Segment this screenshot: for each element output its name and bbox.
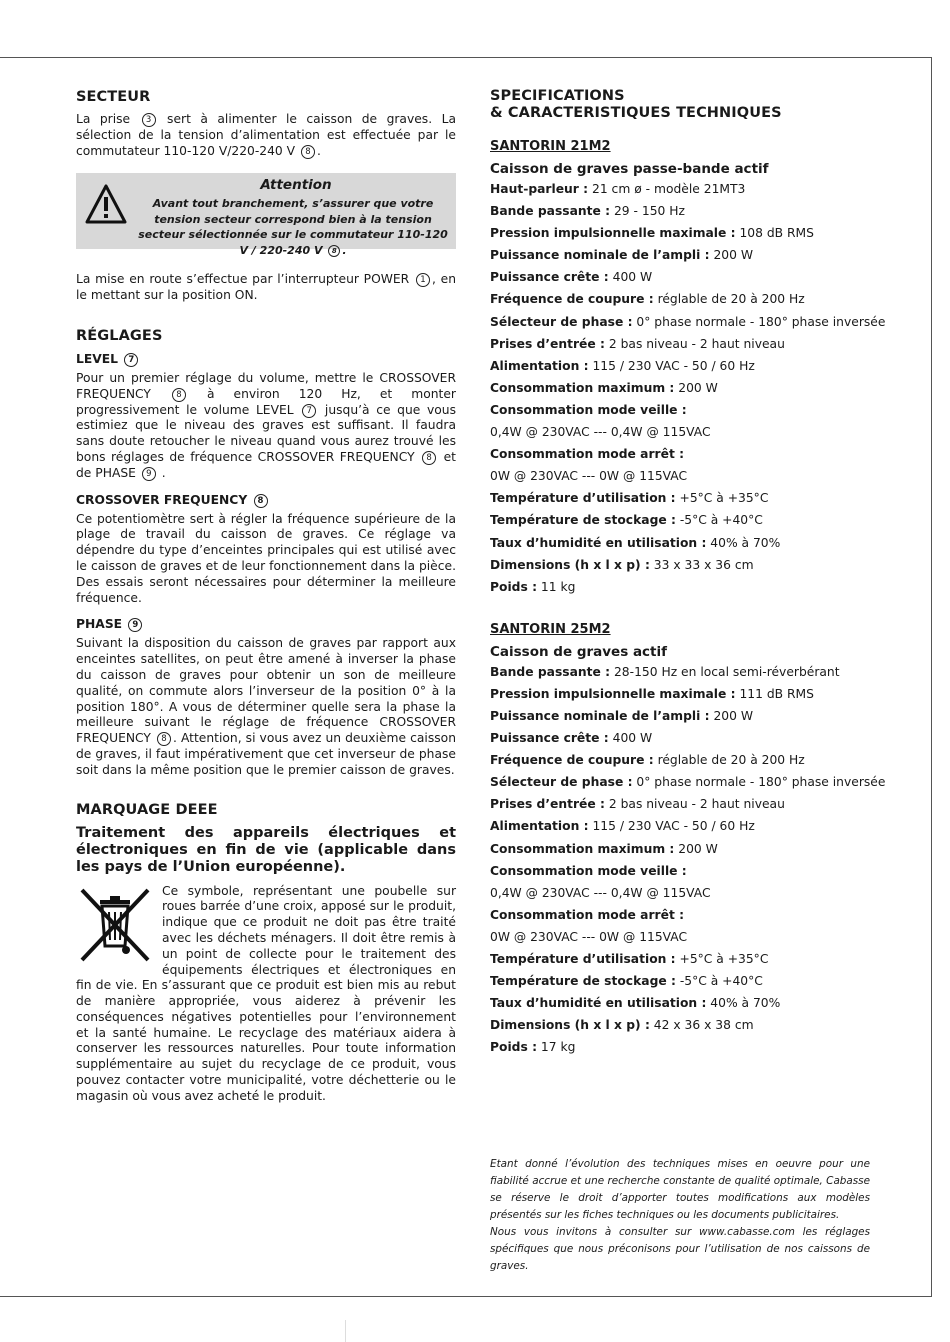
- deee-subtitle: Traitement des appareils électriques et électroniques en fin de vie (applicable dans les pays de l’Union européenne).: [76, 824, 456, 875]
- callout-number: 8: [254, 494, 268, 508]
- phase-text: [76, 636, 456, 778]
- page-frame-top: [0, 57, 932, 58]
- model-name: SANTORIN 21M2: [490, 139, 611, 154]
- secteur-text-b: sert à alimenter le caisson de graves. La sélection de la tension d’alimentation est effectuée par le commutateur 110-120 V/220-240 V: [76, 112, 456, 158]
- spec-value: 11 kg: [540, 579, 576, 594]
- spec-value: 200 W: [678, 380, 718, 395]
- spec-list: [490, 178, 886, 598]
- deee-text: Ce symbole, représentant une poubelle sur roues barrée d’une croix, apposé sur le produit, indique que ce produit ne doit pas être traité avec les déchets ménagers. Il doit être remis à un point de collecte pour le traitement des équipements électriques et électroniques en fin de vie. En s’assurant que ce produit est bien mis au rebut de manière appropriée, vous aiderez à prévenir les conséquences négatives potentielles pour l’environnement et la santé humaine. Le recyclage des matériaux aidera à conserver les ressources naturelles. Pour toute information supplémentaire au sujet du recyclage de ce produit, vous pouvez contacter votre municipalité, votre déchetterie ou le magasin où vous avez acheté le produit.: [76, 883, 456, 1103]
- reglages-title: RÉGLAGES: [76, 327, 163, 344]
- warning-icon: [84, 183, 128, 225]
- spec-value: 0,4W @ 230VAC --- 0,4W @ 115VAC: [490, 885, 711, 900]
- crossed-bin-icon: [76, 886, 154, 964]
- spec-value: 400 W: [612, 731, 653, 746]
- spec-label: Pression impulsionnelle maximale :: [490, 226, 736, 241]
- disclaimer-note: [490, 1156, 870, 1275]
- callout-number: 8: [301, 145, 315, 159]
- spec-label: Taux d’humidité en utilisation :: [490, 996, 707, 1011]
- callout-number: 7: [302, 404, 316, 418]
- attention-text: [136, 196, 450, 258]
- callout-number: 7: [124, 353, 138, 367]
- spec-value: 17 kg: [540, 1040, 576, 1055]
- secteur-text: [76, 112, 456, 159]
- spec-row: [490, 333, 870, 355]
- spec-row: [490, 727, 870, 749]
- callout-number: 9: [128, 618, 142, 632]
- spec-value: +5°C à +35°C: [679, 952, 769, 966]
- spec-value: 200 W: [713, 248, 754, 263]
- spec-label: Dimensions (h x l x p) :: [490, 557, 650, 572]
- spec-label: Alimentation :: [490, 358, 589, 373]
- phase-text-b: . Attention, si vous avez un deuxième caisson de graves, il faut impérativement que cet inverseur de phase soit dans la même position que le premier caisson de graves.: [76, 731, 456, 777]
- spec-label: Fréquence de coupure :: [490, 292, 654, 307]
- spec-value: 0W @ 230VAC --- 0W @ 115VAC: [490, 469, 688, 484]
- attention-text-main: Avant tout branchement, s’assurer que votre tension secteur correspond bien à la tension secteur sélectionnée sur le commutateur 110-120 V / 220-240 V: [138, 197, 448, 257]
- spec-value: 0,4W @ 230VAC --- 0,4W @ 115VAC: [490, 425, 711, 440]
- spec-label: Pression impulsionnelle maximale :: [490, 686, 736, 701]
- power-text-b: , en le mettant sur la position ON.: [76, 272, 456, 303]
- level-text-d: et de PHASE: [76, 449, 456, 480]
- spec-row: [490, 487, 870, 509]
- level-text: [76, 371, 456, 482]
- spec-value: 40% à 70%: [710, 996, 781, 1011]
- spec-row: [490, 749, 870, 771]
- spec-value: réglable de 20 à 200 Hz: [657, 753, 805, 768]
- crossover-title: [76, 492, 456, 508]
- deee-block: [76, 884, 456, 1105]
- callout-number: 3: [142, 113, 156, 127]
- spec-label: Sélecteur de phase :: [490, 775, 633, 790]
- spec-value: 0° phase normale - 180° phase inversée: [636, 314, 886, 329]
- spec-row: [490, 288, 870, 310]
- spec-value: 28-150 Hz en local semi-réverbérant: [613, 664, 840, 679]
- specs-title-line1: SPECIFICATIONS: [490, 88, 625, 104]
- spec-row: [490, 355, 870, 377]
- power-text-a: La mise en route s’effectue par l’interrupteur POWER: [76, 272, 410, 287]
- spec-row: [490, 377, 870, 399]
- level-text-c: jusqu’à ce que vous estimiez que le niveau des graves est suffisant. Il faudra sans doute retoucher le niveau quand vous aurez trouvé les bons réglages de fréquence CROSSOVER FREQUENCY: [76, 402, 456, 464]
- spec-value: 21 cm ø - modèle 21MT3: [592, 182, 746, 196]
- spec-value: 115 / 230 VAC - 50 / 60 Hz: [592, 358, 755, 373]
- left-column: [76, 88, 456, 1105]
- spec-value: 115 / 230 VAC - 50 / 60 Hz: [592, 819, 755, 834]
- spec-row: [490, 970, 870, 992]
- website-note: Nous vous invitons à consulter sur www.cabasse.com les réglages spécifiques que nous préconisons pour l’utilisation de nos caissons de graves.: [490, 1226, 870, 1272]
- level-text-e: .: [161, 465, 166, 480]
- attention-text-end: .: [342, 243, 347, 257]
- spec-label: Bande passante :: [490, 664, 611, 679]
- model-name: SANTORIN 25M2: [490, 621, 611, 637]
- level-title-text: LEVEL: [76, 351, 118, 366]
- spec-label: Puissance nominale de l’ampli :: [490, 708, 710, 723]
- callout-number: 8: [157, 732, 171, 746]
- spec-value: 0° phase normale - 180° phase inversée: [636, 775, 886, 790]
- spec-value: 42 x 36 x 38 cm: [653, 1018, 754, 1033]
- spec-value: 200 W: [678, 841, 718, 856]
- level-text-a: Pour un premier réglage du volume, mettre le CROSSOVER FREQUENCY: [76, 370, 456, 401]
- spec-label: Alimentation :: [490, 819, 589, 834]
- spec-value: -5°C à +40°C: [679, 513, 763, 528]
- model-subtitle: Caisson de graves actif: [490, 643, 668, 660]
- spec-row: [490, 771, 886, 793]
- spec-row: [490, 222, 870, 244]
- spec-value: 40% à 70%: [710, 535, 781, 550]
- spec-value: 2 bas niveau - 2 haut niveau: [608, 336, 785, 351]
- spec-list: [490, 661, 886, 1059]
- spec-row: [490, 992, 870, 1014]
- spec-row: [490, 815, 870, 837]
- spec-row: [490, 200, 870, 222]
- spec-row: [490, 838, 870, 860]
- spec-row: [490, 1036, 870, 1058]
- attention-box: [76, 173, 456, 257]
- spec-row: [490, 443, 870, 465]
- spec-row: [490, 860, 870, 882]
- spec-row: [490, 904, 870, 926]
- spec-row: [490, 266, 870, 288]
- phase-title: [76, 616, 456, 632]
- callout-number: 1: [416, 273, 430, 287]
- spec-label: Température d’utilisation :: [490, 952, 676, 966]
- crossover-title-text: CROSSOVER FREQUENCY: [76, 492, 248, 507]
- spec-label: Dimensions (h x l x p) :: [490, 1018, 650, 1033]
- crossover-text: Ce potentiomètre sert à régler la fréquence supérieure de la plage de travail du caisson de graves. Ce réglage va dépendre du type d’enceintes principales qui est utilisé avec le caisson de graves et de leur fonctionnement dans la pièce. Des essais seront nécessaires pour déterminer la meilleure fréquence.: [76, 511, 456, 605]
- spec-row: [490, 509, 870, 531]
- callout-number: 9: [142, 467, 156, 481]
- secteur-text-a: La prise: [76, 112, 131, 126]
- power-text: [76, 272, 456, 304]
- spec-label: Consommation mode arrêt :: [490, 907, 685, 922]
- spec-row: [490, 793, 870, 815]
- spec-row: [490, 1014, 870, 1036]
- callout-number: 8: [328, 245, 340, 257]
- level-text-b: à environ 120 Hz, et monter progressivement le volume LEVEL: [76, 386, 456, 417]
- spec-label: Haut-parleur :: [490, 182, 589, 196]
- spec-label: Prises d’entrée :: [490, 336, 605, 351]
- spec-label: Bande passante :: [490, 204, 611, 219]
- spec-value: 33 x 33 x 36 cm: [653, 557, 754, 572]
- spec-value: 111 dB RMS: [739, 686, 814, 701]
- spec-row: [490, 311, 886, 333]
- spec-row: [490, 661, 870, 683]
- spec-row: [490, 948, 870, 970]
- phase-title-text: PHASE: [76, 617, 123, 632]
- spec-row: [490, 882, 870, 904]
- specs-title-line2: & CARACTERISTIQUES TECHNIQUES: [490, 105, 782, 121]
- spec-label: Prises d’entrée :: [490, 797, 605, 812]
- spec-label: Consommation mode veille :: [490, 863, 687, 878]
- spec-row: [490, 532, 870, 554]
- spec-value: +5°C à +35°C: [679, 491, 769, 506]
- page-frame-right: [931, 57, 932, 1297]
- spec-label: Consommation mode veille :: [490, 402, 687, 417]
- spec-row: [490, 421, 870, 443]
- callout-number: 8: [422, 451, 436, 465]
- spec-value: 2 bas niveau - 2 haut niveau: [608, 797, 785, 812]
- spec-row: [490, 244, 870, 266]
- spec-row: [490, 178, 870, 200]
- level-title: [76, 351, 456, 367]
- deee-title: MARQUAGE DEEE: [76, 801, 218, 818]
- phase-text-a: Suivant la disposition du caisson de graves par rapport aux enceintes satellites, on peut être amené à inverser la phase du caisson de graves pour obtenir un son de meilleure qualité, on commute alors l’inverseur de la position 0° à la position 180°. A vous de déterminer quelle sera la phase la meilleure suivant le réglage de fréquence CROSSOVER FREQUENCY: [76, 636, 456, 746]
- spec-label: Sélecteur de phase :: [490, 314, 633, 329]
- spec-row: [490, 705, 870, 727]
- spec-label: Consommation maximum :: [490, 380, 675, 395]
- spec-row: [490, 465, 870, 487]
- crop-mark: [345, 1320, 346, 1342]
- right-column: [490, 88, 886, 1058]
- spec-value: 0W @ 230VAC --- 0W @ 115VAC: [490, 929, 688, 944]
- spec-label: Taux d’humidité en utilisation :: [490, 535, 707, 550]
- spec-row: [490, 554, 870, 576]
- spec-value: 29 - 150 Hz: [613, 204, 685, 219]
- spec-label: Fréquence de coupure :: [490, 753, 654, 768]
- page-frame-bottom: [0, 1296, 932, 1297]
- secteur-title: SECTEUR: [76, 89, 151, 105]
- secteur-text-c: .: [317, 143, 321, 158]
- spec-value: 108 dB RMS: [739, 226, 814, 241]
- spec-label: Consommation maximum :: [490, 841, 675, 856]
- spec-label: Température de stockage :: [490, 974, 676, 989]
- spec-row: [490, 926, 870, 948]
- spec-label: Température de stockage :: [490, 513, 676, 528]
- spec-value: -5°C à +40°C: [679, 974, 763, 989]
- spec-value: 200 W: [713, 708, 754, 723]
- spec-row: [490, 576, 870, 598]
- model-subtitle: Caisson de graves passe-bande actif: [490, 161, 769, 177]
- attention-title: Attention: [260, 177, 332, 194]
- callout-number: 8: [172, 388, 186, 402]
- spec-value: 400 W: [612, 270, 653, 285]
- spec-label: Poids :: [490, 579, 537, 594]
- spec-label: Consommation mode arrêt :: [490, 447, 685, 462]
- spec-label: Puissance nominale de l’ampli :: [490, 248, 710, 263]
- spec-label: Température d’utilisation :: [490, 491, 676, 506]
- spec-label: Puissance crête :: [490, 731, 609, 746]
- spec-label: Puissance crête :: [490, 270, 609, 285]
- spec-row: [490, 399, 870, 421]
- spec-value: réglable de 20 à 200 Hz: [657, 292, 805, 307]
- spec-row: [490, 683, 870, 705]
- disclaimer-text: Etant donné l’évolution des techniques mises en oeuvre pour une fiabilité accrue et une recherche constante de qualité optimale, Cabasse se réserve le droit d’apporter toutes modifications aux modèles présentés sur les fiches techniques ou les documents publicitaires.: [490, 1158, 870, 1221]
- spec-label: Poids :: [490, 1040, 537, 1055]
